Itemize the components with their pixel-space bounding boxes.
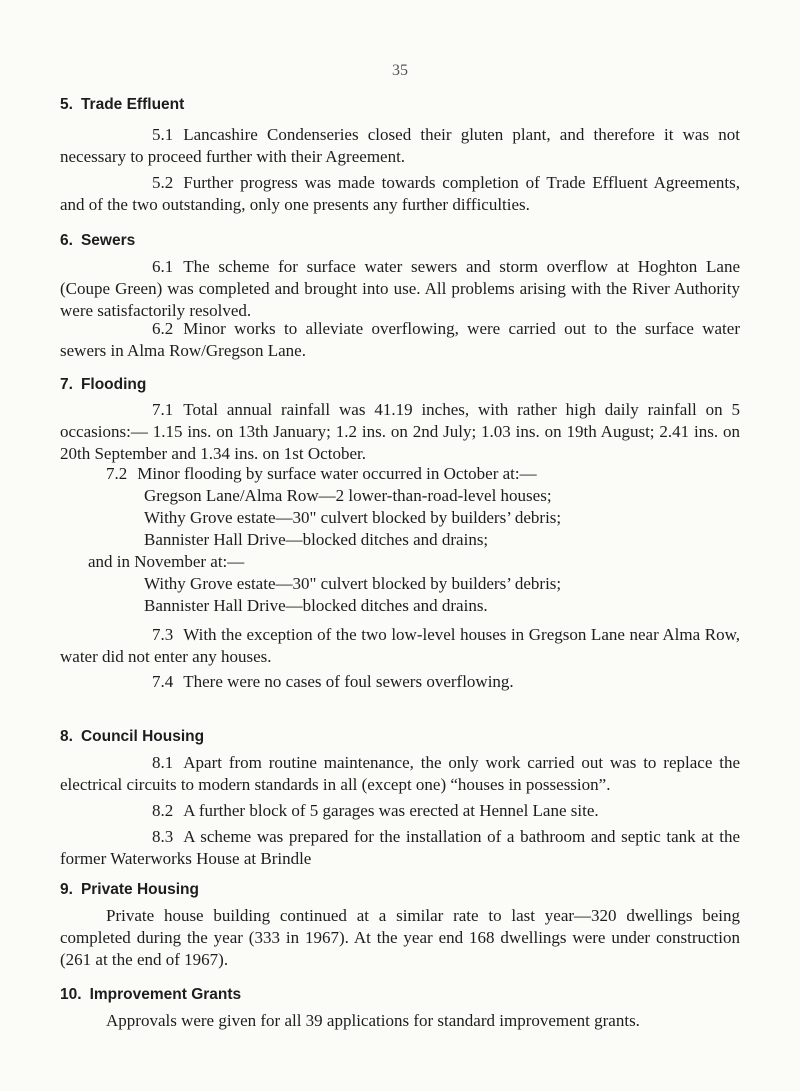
list-item: Withy Grove estate—30" culvert blocked by builders’ debris; xyxy=(144,508,562,527)
november-intro: and in November at:— xyxy=(88,552,245,571)
paragraph-6-1 xyxy=(60,256,740,322)
section-heading-flooding xyxy=(60,376,146,394)
paragraph-text: Apart from routine maintenance, the only work carried out was to replace the electrical circuits to modern standards in all (except one) “houses in possession”. xyxy=(60,753,740,794)
paragraph-text: A further block of 5 garages was erected at Hennel Lane site. xyxy=(183,801,599,820)
section-heading-trade-effluent xyxy=(60,96,184,114)
paragraph-number: 6.2 xyxy=(152,319,174,338)
list-item: Bannister Hall Drive—blocked ditches and drains; xyxy=(144,530,489,549)
paragraph-5-2 xyxy=(60,172,740,216)
section-title: Council Housing xyxy=(80,728,205,745)
section-number: 7. xyxy=(60,376,73,393)
paragraph-number: 7.1 xyxy=(152,400,174,419)
section-number: 9. xyxy=(60,881,73,898)
paragraph-7-4 xyxy=(60,671,740,693)
paragraph-number: 5.2 xyxy=(152,173,174,192)
paragraph-number: 5.1 xyxy=(152,125,174,144)
paragraph-text: Total annual rainfall was 41.19 inches, with rather high daily rainfall on 5 occasions:— 1.15 ins. on 13th January; 1.2 ins. on 2nd July; 1.03 ins. on 19th August; 2.41 ins. on 20th September and 1.34 ins. on 1st October. xyxy=(60,400,740,463)
paragraph-7-2-intro xyxy=(106,463,537,485)
section-title: Sewers xyxy=(80,232,136,249)
list-item: Gregson Lane/Alma Row—2 lower-than-road-level houses; xyxy=(144,486,552,505)
section-title: Private Housing xyxy=(80,881,199,898)
paragraph-text: A scheme was prepared for the installation of a bathroom and septic tank at the former Waterworks House at Brindle xyxy=(60,827,740,868)
paragraph-8-3 xyxy=(60,826,740,870)
list-item: Bannister Hall Drive—blocked ditches and drains. xyxy=(144,596,488,615)
section-heading-improvement-grants xyxy=(60,986,241,1004)
paragraph-text: Approvals were given for all 39 applications for standard improvement grants. xyxy=(106,1011,640,1030)
section-number: 6. xyxy=(60,232,73,249)
paragraph-10 xyxy=(60,1010,740,1032)
paragraph-number: 8.3 xyxy=(152,827,174,846)
paragraph-7-1 xyxy=(60,399,740,465)
paragraph-8-2 xyxy=(60,800,740,822)
paragraph-text: With the exception of the two low-level houses in Gregson Lane near Alma Row, water did not enter any houses. xyxy=(60,625,740,666)
paragraph-7-3 xyxy=(60,624,740,668)
section-title: Flooding xyxy=(80,376,147,393)
section-heading-private-housing xyxy=(60,881,199,899)
paragraph-number: 7.2 xyxy=(106,464,128,483)
section-heading-sewers xyxy=(60,232,135,250)
paragraph-text: There were no cases of foul sewers overflowing. xyxy=(183,672,514,691)
section-number: 10. xyxy=(60,986,82,1003)
paragraph-text: Lancashire Condenseries closed their gluten plant, and therefore it was not necessary to proceed further with their Agreement. xyxy=(60,125,740,166)
paragraph-text: Minor flooding by surface water occurred in October at:— xyxy=(137,464,537,483)
paragraph-number: 6.1 xyxy=(152,257,174,276)
section-title: Improvement Grants xyxy=(89,986,242,1003)
list-item: Withy Grove estate—30" culvert blocked by builders’ debris; xyxy=(144,574,562,593)
section-number: 8. xyxy=(60,728,73,745)
paragraph-text: The scheme for surface water sewers and storm overflow at Hoghton Lane (Coupe Green) was completed and brought into use. All problems arising with the River Authority were satisfactorily resolved. xyxy=(60,257,740,320)
paragraph-6-2 xyxy=(60,318,740,362)
paragraph-number: 7.3 xyxy=(152,625,174,644)
paragraph-text: Further progress was made towards completion of Trade Effluent Agreements, and of the two outstanding, only one presents any further difficulties. xyxy=(60,173,740,214)
paragraph-5-1 xyxy=(60,124,740,168)
paragraph-text: Private house building continued at a similar rate to last year—320 dwellings being completed during the year (333 in 1967). At the year end 168 dwellings were under construction (261 at the end of 1967). xyxy=(60,906,740,969)
paragraph-9 xyxy=(60,905,740,971)
paragraph-8-1 xyxy=(60,752,740,796)
paragraph-number: 8.2 xyxy=(152,801,174,820)
page-number: 35 xyxy=(392,62,408,79)
section-title: Trade Effluent xyxy=(80,96,185,113)
section-number: 5. xyxy=(60,96,73,113)
section-heading-council-housing xyxy=(60,728,204,746)
paragraph-number: 7.4 xyxy=(152,672,174,691)
paragraph-text: Minor works to alleviate overflowing, were carried out to the surface water sewers in Alma Row/Gregson Lane. xyxy=(60,319,740,360)
paragraph-number: 8.1 xyxy=(152,753,174,772)
